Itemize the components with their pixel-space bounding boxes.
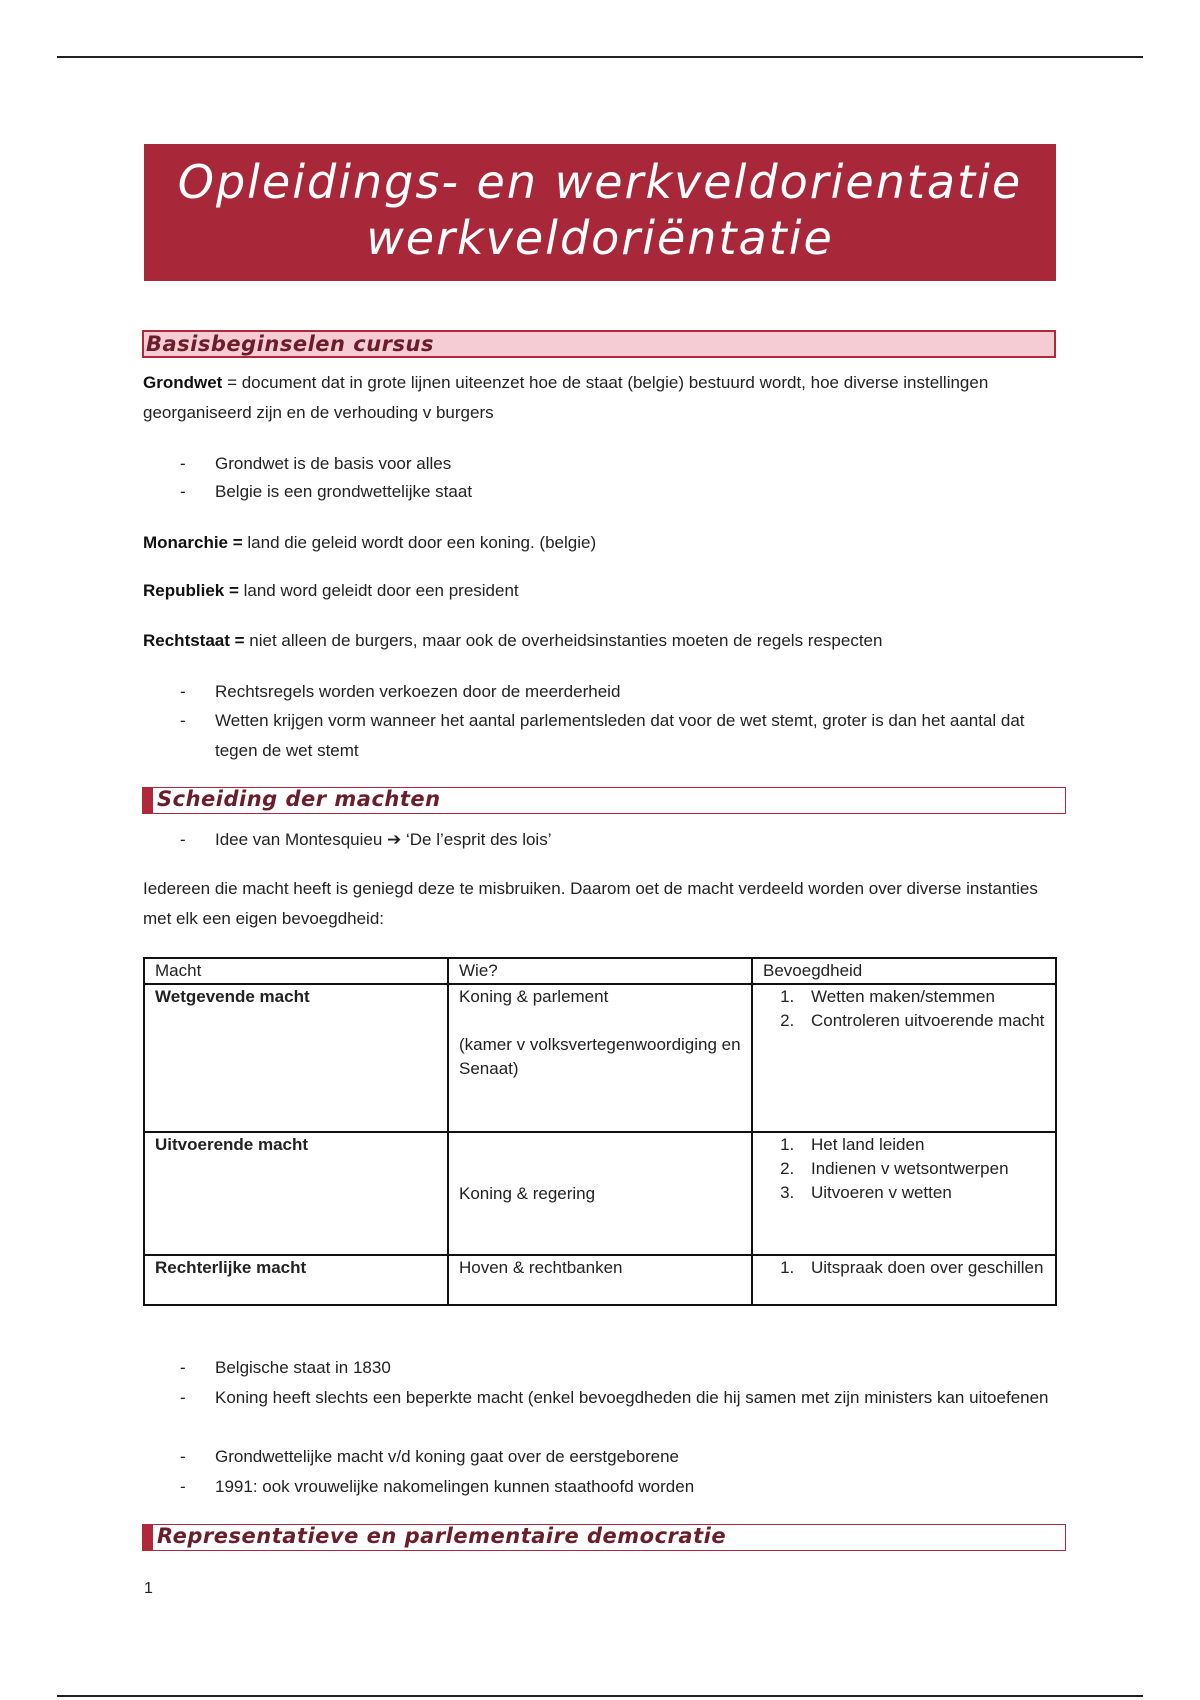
table-row: [144, 1255, 1056, 1305]
monarchie-definition: Monarchie = land die geleid wordt door een koning. (belgie): [143, 533, 597, 552]
title-line-2: werkveldoriëntatie: [366, 211, 834, 265]
title-line-1: Opleidings- en werkveldorientatie: [177, 155, 1023, 209]
rechtstaat-term: Rechtstaat =: [143, 631, 245, 650]
table-header-cell: Bevoegdheid: [752, 958, 1056, 984]
heading-scheiding-der-machten: Scheiding der machten: [142, 787, 1066, 814]
monarchie-term: Monarchie =: [143, 533, 243, 552]
table-header-cell: Wie?: [448, 958, 752, 984]
grondwet-definition: [143, 368, 1063, 428]
republiek-definition: Republiek = land word geleidt door een president: [143, 581, 519, 600]
table-cell: 1. Het land leiden 2. Indienen v wetsontwerpen 3. Uitvoeren v wetten: [752, 1132, 1056, 1255]
heading-representatieve-democratie: Representatieve en parlementaire democratie: [142, 1524, 1066, 1551]
footer-rule: [57, 1695, 1143, 1697]
rechtstaat-definition: Rechtstaat = niet alleen de burgers, maar ook de overheidsinstanties moeten de regels respecten: [143, 631, 883, 650]
document-title-banner: [144, 144, 1056, 281]
table-cell: 1. Uitspraak doen over geschillen: [752, 1255, 1056, 1305]
table-header-row: [144, 958, 1056, 984]
table-cell: Uitvoerende macht: [144, 1132, 448, 1255]
table-cell: Koning & parlement (kamer v volksvertegenwoordiging en Senaat): [448, 984, 752, 1132]
grondwet-text: = document dat in grote lijnen uiteenzet hoe de staat (belgie) bestuurd wordt, hoe diverse instellingen georganiseerd zijn en de verhouding v burgers: [143, 373, 989, 422]
heading-basisbeginselen: Basisbeginselen cursus: [142, 330, 1056, 358]
grondwet-term: Grondwet: [143, 373, 223, 392]
powers-table: [143, 957, 1057, 1306]
table-row: [144, 1132, 1056, 1255]
table-header-cell: Macht: [144, 958, 448, 984]
table-row: [144, 984, 1056, 1132]
machten-paragraph: Iedereen die macht heeft is geniegd deze te misbruiken. Daarom oet de macht verdeeld worden over diverse instanties met elk een eigen bevoegdheid:: [143, 879, 1038, 928]
table-cell: Hoven & rechtbanken: [448, 1255, 752, 1305]
table-cell: Rechterlijke macht: [144, 1255, 448, 1305]
republiek-term: Republiek =: [143, 581, 239, 600]
page-number: 1: [144, 1580, 153, 1597]
table-cell: 1. Wetten maken/stemmen 2. Controleren uitvoerende macht: [752, 984, 1056, 1132]
table-cell: Koning & regering: [448, 1132, 752, 1255]
header-rule: [57, 56, 1143, 58]
arrow-right-icon: ➔: [387, 830, 402, 849]
table-cell: Wetgevende macht: [144, 984, 448, 1132]
